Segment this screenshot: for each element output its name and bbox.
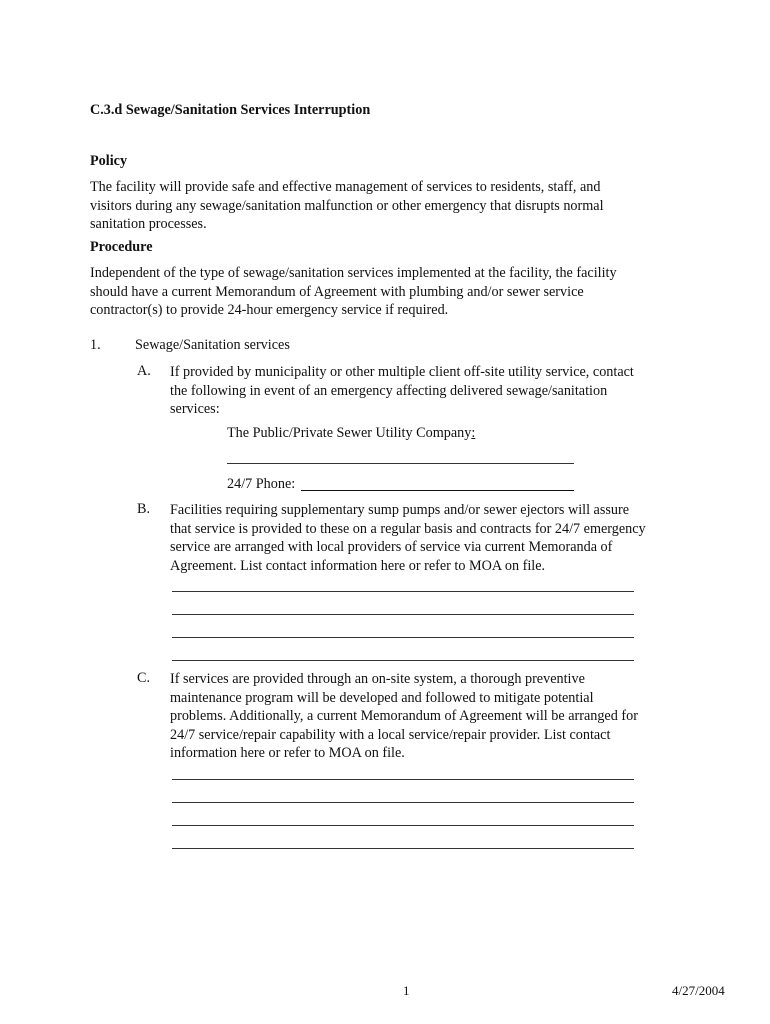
sub-b-text	[170, 501, 646, 575]
phone-blank-line[interactable]	[301, 490, 574, 491]
sub-b-letter: B.	[137, 501, 151, 517]
sub-b-blank-line[interactable]	[172, 637, 634, 638]
sub-b-line: Facilities requiring supplementary sump pumps and/or sewer ejectors will assure	[170, 502, 630, 518]
sub-c-blank-line[interactable]	[172, 802, 634, 803]
policy-line: The facility will provide safe and effective management of services to residents, staff, and	[90, 179, 601, 195]
sub-c-line: information here or refer to MOA on file.	[170, 745, 405, 761]
page-number: 1	[403, 983, 410, 998]
company-blank-line[interactable]	[227, 463, 574, 464]
policy-line: visitors during any sewage/sanitation malfunction or other emergency that disrupts normal	[90, 197, 604, 214]
company-label-text: The Public/Private Sewer Utility Company	[227, 425, 472, 441]
company-label-colon: :	[471, 425, 476, 441]
policy-line: sanitation processes.	[90, 216, 207, 232]
policy-heading: Policy	[90, 153, 128, 169]
sub-b-line: that service is provided to these on a regular basis and contracts for 24/7 emergency	[170, 520, 646, 537]
company-label	[227, 425, 475, 442]
procedure-line: contractor(s) to provide 24-hour emergency service if required.	[90, 302, 449, 318]
sub-a-line: the following in event of an emergency affecting delivered sewage/sanitation	[170, 382, 608, 399]
sub-c-line: problems. Additionally, a current Memorandum of Agreement will be arranged for	[170, 708, 638, 724]
sub-c-line: If services are provided through an on-site system, a thorough preventive	[170, 671, 585, 687]
footer-date: 4/27/2004	[672, 983, 725, 998]
sub-b-blank-line[interactable]	[172, 591, 634, 592]
item-1-label: Sewage/Sanitation services	[135, 337, 290, 353]
policy-text	[90, 178, 604, 234]
sub-a-letter: A.	[137, 363, 151, 379]
sub-a-text	[170, 363, 634, 419]
document-title: C.3.d Sewage/Sanitation Services Interruption	[90, 102, 371, 118]
item-1-number: 1.	[90, 337, 101, 353]
procedure-line: Independent of the type of sewage/sanitation services implemented at the facility, the facility	[90, 265, 617, 281]
sub-c-line: 24/7 service/repair capability with a local service/repair provider. List contact	[170, 726, 611, 743]
procedure-line: should have a current Memorandum of Agreement with plumbing and/or sewer service	[90, 283, 584, 300]
sub-c-line: maintenance program will be developed and followed to mitigate potential	[170, 689, 594, 706]
sub-b-blank-line[interactable]	[172, 660, 634, 661]
sub-a-line: services:	[170, 401, 220, 417]
sub-c-text	[170, 670, 638, 763]
sub-c-letter: C.	[137, 670, 151, 686]
sub-c-blank-line[interactable]	[172, 848, 634, 849]
sub-b-blank-line[interactable]	[172, 614, 634, 615]
phone-label: 24/7 Phone:	[227, 476, 296, 492]
sub-a-line: If provided by municipality or other multiple client off-site utility service, contact	[170, 364, 634, 380]
sub-b-line: Agreement. List contact information here or refer to MOA on file.	[170, 557, 546, 574]
sub-b-line: service are arranged with local providers of service via current Memoranda of	[170, 539, 613, 555]
procedure-text	[90, 264, 617, 320]
procedure-heading: Procedure	[90, 239, 153, 255]
sub-c-blank-line[interactable]	[172, 825, 634, 826]
sub-c-blank-line[interactable]	[172, 779, 634, 780]
